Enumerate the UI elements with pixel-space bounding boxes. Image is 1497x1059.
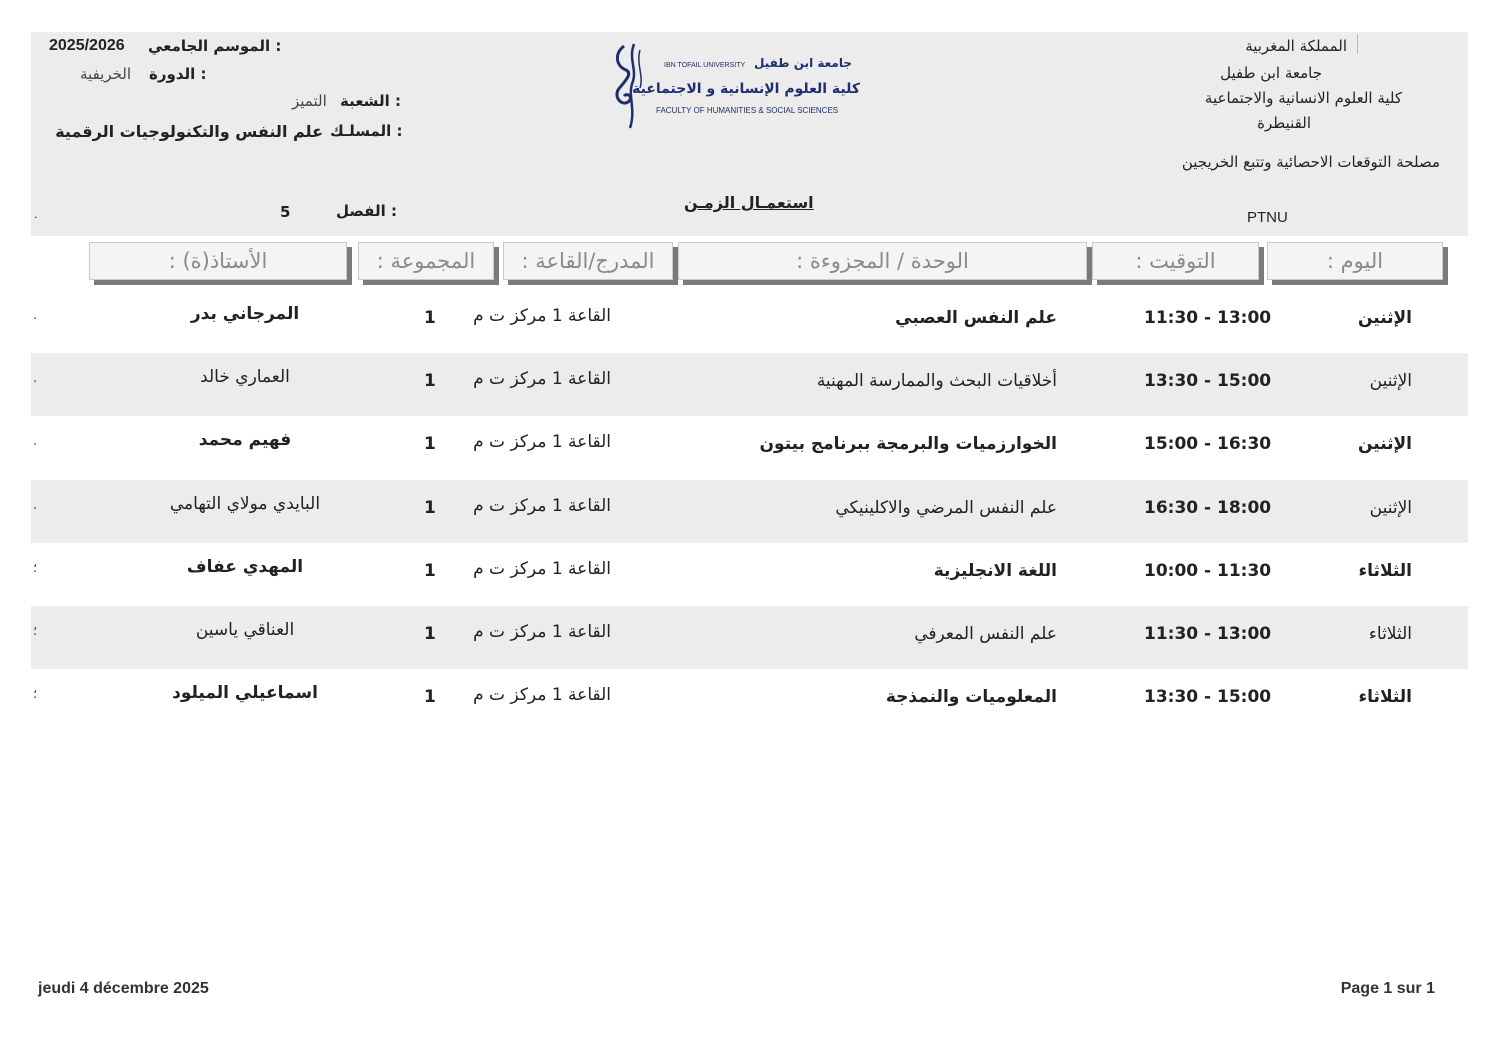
row-professor: المهدي عفاف — [186, 557, 304, 577]
faculty-name: كلية العلوم الانسانية والاجتماعية — [1204, 89, 1402, 107]
code-label: PTNU — [1247, 209, 1288, 226]
row-time: 13:30 - 15:00 — [1144, 687, 1272, 707]
row-room: القاعة 1 مركز ت م — [473, 622, 611, 642]
row-module: علم النفس العصبي — [895, 308, 1057, 328]
row-group: 1 — [424, 687, 436, 707]
row-time: 15:00 - 16:30 — [1144, 434, 1272, 454]
row-edge-mark: ؛ — [33, 624, 38, 639]
branch-value: التميز — [292, 92, 327, 110]
semester-value: 5 — [280, 203, 291, 221]
row-edge-mark: . — [33, 434, 38, 449]
row-professor: العناقي ياسين — [195, 620, 295, 640]
column-header-group: المجموعة : — [358, 242, 494, 280]
row-day: الثلاثاء — [1368, 624, 1412, 644]
city-name: القنيطرة — [1257, 114, 1311, 132]
season-value: 2025/2026 — [49, 37, 125, 54]
row-time: 11:30 - 13:00 — [1144, 624, 1272, 644]
row-group: 1 — [424, 624, 436, 644]
footer-date: jeudi 4 décembre 2025 — [38, 980, 209, 997]
row-edge-mark: . — [33, 308, 38, 323]
row-group: 1 — [424, 371, 436, 391]
row-room: القاعة 1 مركز ت م — [473, 432, 611, 452]
footer-page-number: Page 1 sur 1 — [1340, 980, 1435, 997]
row-time: 13:30 - 15:00 — [1144, 371, 1272, 391]
table-row — [31, 290, 1468, 353]
logo-emblem-icon — [612, 40, 864, 132]
row-day: الثلاثاء — [1358, 687, 1412, 707]
row-group: 1 — [424, 498, 436, 518]
row-professor: فهيم محمد — [198, 430, 292, 450]
row-professor: المرجاني بدر — [190, 304, 300, 324]
university-logo — [612, 40, 864, 132]
row-professor: البايدي مولاي التهامي — [169, 494, 321, 514]
row-edge-mark: . — [33, 371, 38, 386]
logo-text-ar-2: كلية العلوم الإنسانية و الاجتماعية — [632, 81, 860, 97]
session-value: الخريفية — [80, 65, 132, 83]
table-row — [31, 353, 1468, 416]
branch-label: الشعبة : — [340, 92, 401, 110]
row-time: 16:30 - 18:00 — [1144, 498, 1272, 518]
row-day: الإثنين — [1369, 498, 1412, 518]
column-header-room: المدرج/القاعة : — [503, 242, 673, 280]
table-row — [31, 416, 1468, 479]
row-module: الخوارزميات والبرمجة ببرنامج بيتون — [759, 434, 1057, 454]
table-row — [31, 480, 1468, 543]
column-header-module: الوحدة / المجزوءة : — [678, 242, 1087, 280]
row-module: أخلاقيات البحث والممارسة المهنية — [816, 371, 1057, 391]
table-row — [31, 543, 1468, 606]
column-header-professor: الأستاذ(ة) : — [89, 242, 347, 280]
header-dot: . — [34, 208, 38, 221]
row-day: الإثنين — [1357, 308, 1412, 328]
row-room: القاعة 1 مركز ت م — [473, 306, 611, 326]
column-header-time: التوقيت : — [1092, 242, 1259, 280]
row-edge-mark: ؛ — [33, 687, 38, 702]
table-row — [31, 669, 1468, 732]
row-room: القاعة 1 مركز ت م — [473, 559, 611, 579]
row-module: المعلوميات والنمذجة — [885, 687, 1057, 707]
row-time: 11:30 - 13:00 — [1144, 308, 1272, 328]
session-label: الدورة : — [149, 65, 207, 83]
season-label: الموسم الجامعي : — [148, 37, 282, 55]
semester-label: الفصل : — [336, 202, 397, 220]
row-day: الإثنين — [1357, 434, 1412, 454]
row-day: الإثنين — [1369, 371, 1412, 391]
row-professor: العماري خالد — [200, 367, 290, 387]
column-header-day: اليوم : — [1267, 242, 1443, 280]
row-room: القاعة 1 مركز ت م — [473, 496, 611, 516]
row-edge-mark: ؛ — [33, 561, 38, 576]
row-professor: اسماعيلي الميلود — [172, 683, 318, 703]
logo-text-en-1: IBN TOFAIL UNIVERSITY — [664, 62, 746, 69]
header-divider — [1357, 34, 1358, 54]
table-row — [31, 606, 1468, 669]
row-room: القاعة 1 مركز ت م — [473, 685, 611, 705]
row-group: 1 — [424, 308, 436, 328]
kingdom-label: المملكة المغربية — [1245, 37, 1347, 55]
row-time: 10:00 - 11:30 — [1144, 561, 1272, 581]
logo-text-en-2: FACULTY OF HUMANITIES & SOCIAL SCIENCES — [656, 106, 839, 115]
row-edge-mark: . — [33, 498, 38, 513]
row-room: القاعة 1 مركز ت م — [473, 369, 611, 389]
track-label: المسلـك : — [330, 122, 403, 140]
row-group: 1 — [424, 561, 436, 581]
service-name: مصلحة التوقعات الاحصائية وتتبع الخريجين — [1181, 153, 1440, 171]
track-value: علم النفس والتكنولوجيات الرقمية — [55, 122, 323, 141]
row-group: 1 — [424, 434, 436, 454]
university-name: جامعة ابن طفيل — [1220, 64, 1322, 82]
row-module: علم النفس المرضي والاكلينيكي — [835, 498, 1057, 518]
page-title: استعمـال الزمـن — [684, 193, 814, 212]
row-module: اللغة الانجليزية — [933, 561, 1057, 581]
row-day: الثلاثاء — [1358, 561, 1412, 581]
logo-text-ar-1: جامعة ابن طفيل — [754, 56, 852, 70]
row-module: علم النفس المعرفي — [914, 624, 1057, 644]
